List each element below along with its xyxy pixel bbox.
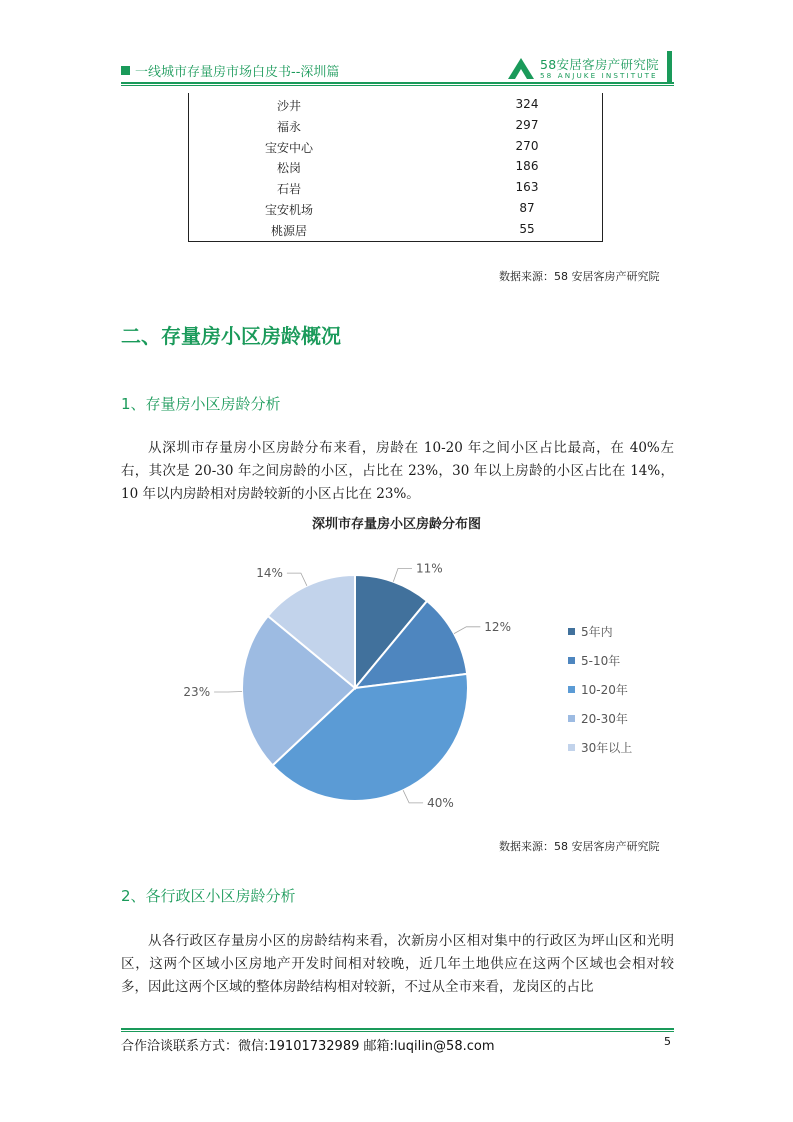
table-cell-name: 福永 <box>276 120 301 134</box>
legend-swatch <box>568 744 575 751</box>
table-cell-value: 324 <box>515 97 539 111</box>
legend-label: 10-20年 <box>581 683 628 697</box>
header-accent-bar <box>667 51 672 83</box>
legend-swatch <box>568 686 575 693</box>
logo-text-cn: 58安居客房产研究院 <box>540 57 659 72</box>
legend-item <box>568 710 628 727</box>
pie-data-label: 23% <box>183 685 211 699</box>
legend-label: 30年以上 <box>581 741 633 755</box>
logo-icon <box>506 56 536 80</box>
legend-swatch <box>568 715 575 722</box>
table-cell-value: 55 <box>519 222 535 236</box>
paragraph-1-text: 从深圳市存量房小区房龄分布来看，房龄在 10-20 年之间小区占比最高，在 40%左右，其次是 20-30 年之间房龄的小区，占比在 23%，30 年以上房龄的小区占比在 14%，10 年以内房龄相对房龄较新的小区占比在 23%。 <box>121 440 674 502</box>
pie-leader-line <box>287 573 307 586</box>
pie-leader-line <box>403 790 423 803</box>
legend-label: 20-30年 <box>581 712 628 726</box>
pie-data-label: 11% <box>416 561 443 576</box>
legend-label: 5-10年 <box>581 654 621 668</box>
table-cell-name: 石岩 <box>276 182 301 196</box>
subsection-title-2: 2、各行政区小区房龄分析 <box>121 887 296 905</box>
data-source-note: 数据来源：58 安居客房产研究院 <box>499 270 660 283</box>
table-cell-value: 163 <box>515 180 539 194</box>
table-row <box>189 222 602 242</box>
pie-data-label: 40% <box>427 795 454 810</box>
footer-rule-thin <box>121 1031 674 1032</box>
table-row <box>189 139 602 159</box>
page-number: 5 <box>664 1035 671 1048</box>
paragraph-2-text: 从各行政区存量房小区的房龄结构来看，次新房小区相对集中的行政区为坪山区和光明区，这两个区域小区房地产开发时间相对较晚，近几年土地供应在这两个区域也会相对较多，因此这两个区域的整体房龄结构相对较新，不过从全市来看，龙岗区的占比 <box>121 933 674 995</box>
table-cell-name: 宝安机场 <box>264 203 313 217</box>
table-row <box>189 97 602 117</box>
footer-contact: 合作洽谈联系方式：微信:19101732989 邮箱:luqilin@58.com <box>121 1039 495 1054</box>
table-row <box>189 118 602 138</box>
pie-leader-line <box>393 569 412 582</box>
legend-label: 5年内 <box>581 625 613 639</box>
legend-swatch <box>568 657 575 664</box>
table-cell-value: 87 <box>519 201 535 215</box>
table-cell-name: 沙井 <box>276 99 301 113</box>
legend-item <box>568 623 613 640</box>
table-cell-name: 松岗 <box>276 161 301 175</box>
legend-item <box>568 681 628 698</box>
table-row <box>189 180 602 200</box>
legend-item <box>568 739 632 756</box>
table-cell-name: 桃源居 <box>270 224 307 238</box>
paragraph-1 <box>121 437 674 506</box>
table-row <box>189 159 602 179</box>
table-cell-name: 宝安中心 <box>264 141 313 155</box>
table-cell-value: 186 <box>515 159 539 173</box>
table-cell-value: 297 <box>515 118 539 132</box>
district-table <box>188 93 603 242</box>
header-rule-thin <box>121 85 674 86</box>
logo-text-en: 58 ANJUKE INSTITUTE <box>540 71 658 80</box>
data-source-note-2: 数据来源：58 安居客房产研究院 <box>499 840 660 853</box>
legend-item <box>568 652 620 669</box>
pie-leader-line <box>214 692 242 693</box>
legend-swatch <box>568 628 575 635</box>
subsection-title-1: 1、存量房小区房龄分析 <box>121 395 281 413</box>
header-title: 一线城市存量房市场白皮书--深圳篇 <box>135 65 340 80</box>
chart-title: 深圳市存量房小区房龄分布图 <box>311 517 481 532</box>
footer-rule <box>121 1028 674 1030</box>
pie-data-label: 14% <box>256 566 283 581</box>
header-bullet <box>121 66 130 75</box>
header-rule <box>121 82 674 84</box>
section-title: 二、存量房小区房龄概况 <box>121 324 341 348</box>
pie-leader-line <box>454 627 480 634</box>
pie-data-label: 12% <box>484 619 511 634</box>
paragraph-2 <box>121 930 674 999</box>
table-row <box>189 201 602 221</box>
table-cell-value: 270 <box>515 139 539 153</box>
